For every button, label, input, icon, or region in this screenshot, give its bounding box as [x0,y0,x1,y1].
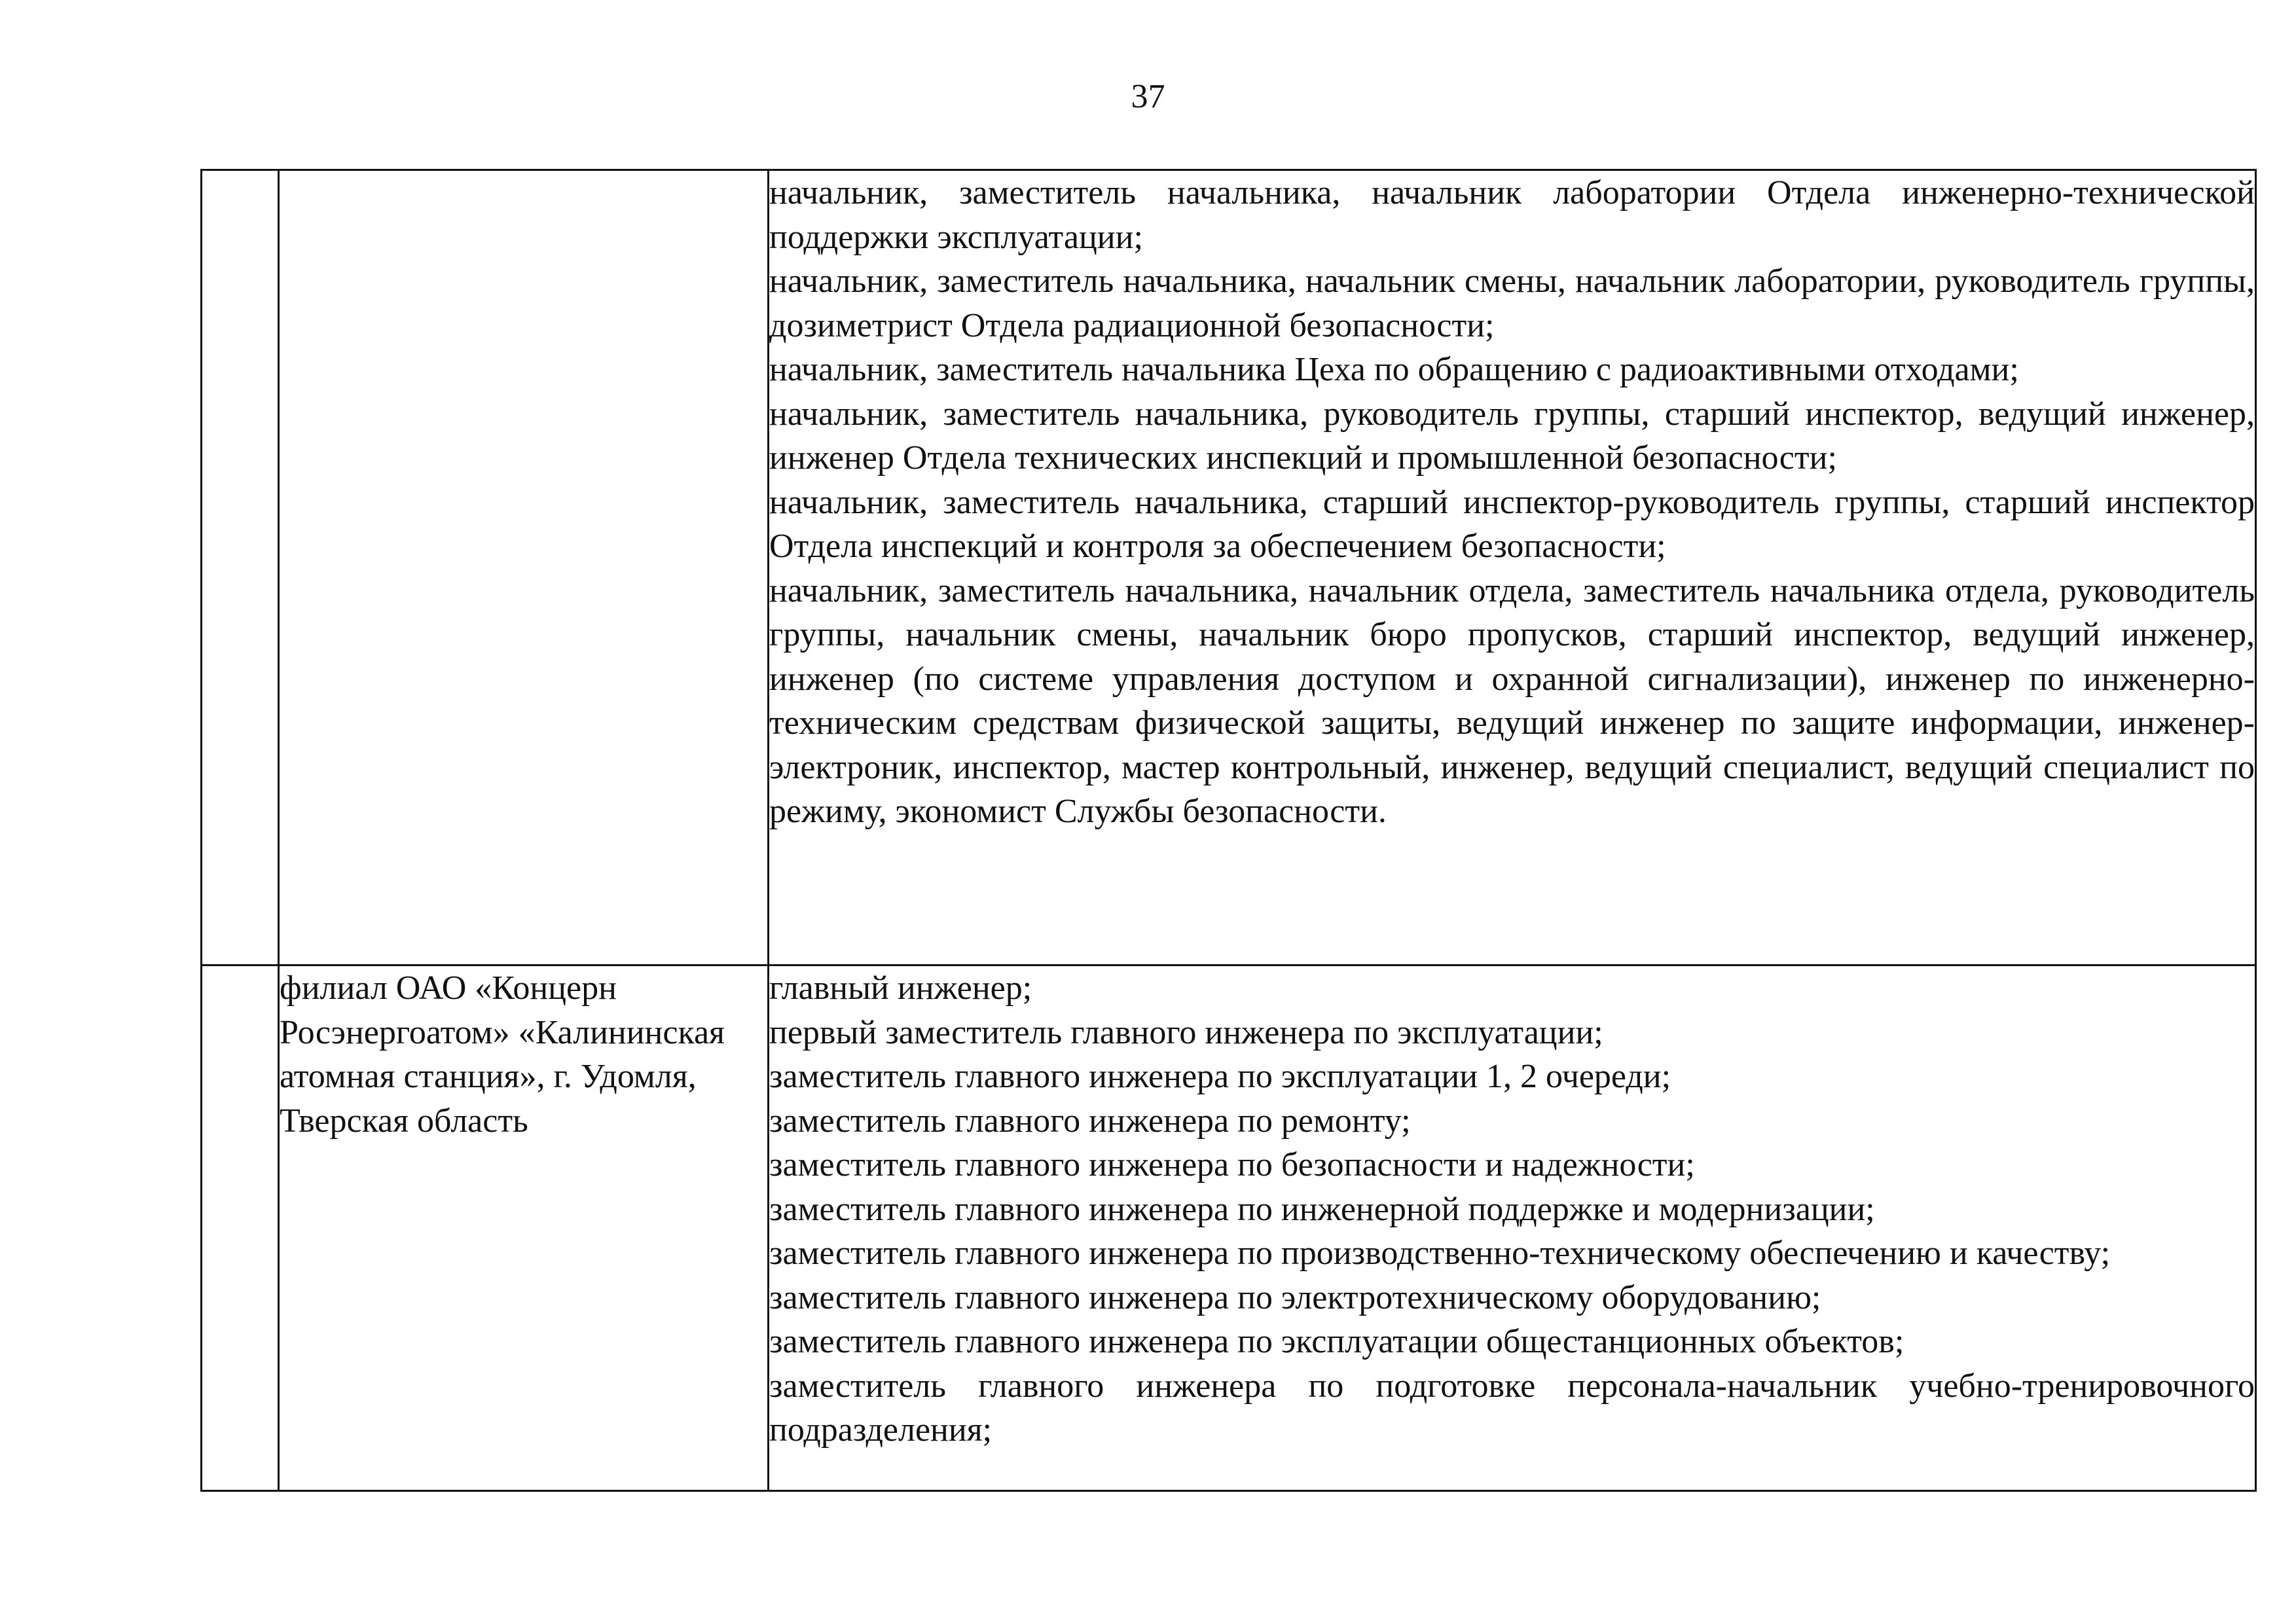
position-entry: заместитель главного инженера по инженерной поддержке и модернизации; [769,1190,1875,1228]
position-entry: заместитель главного инженера по эксплуатации общестанционных объектов; [769,1323,1904,1360]
positions-cell [769,965,2256,1491]
position-entry: заместитель главного инженера по ремонту; [769,1102,1411,1140]
position-entry: начальник, заместитель начальника, руководитель группы, старший инспектор, ведущий инженер, инженер Отдела технических инспекций и промышленной безопасности; [769,395,2255,477]
page-number: 37 [1131,78,1165,115]
position-entry: начальник, заместитель начальника, начальник смены, начальник лаборатории, руководитель группы, дозиметрист Отдела радиационной безопасности; [769,262,2255,344]
row-number-cell [202,965,279,1491]
position-entry: главный инженер; [769,969,1032,1007]
position-entry: начальник, заместитель начальника, начальник лаборатории Отдела инженерно-технической поддержки эксплуатации; [769,174,2255,256]
position-entry: начальник, заместитель начальника, старший инспектор-руководитель группы, старший инспектор Отдела инспекций и контроля за обеспечением безопасности; [769,483,2255,565]
position-entry: заместитель главного инженера по подготовке персонала-начальник учебно-тренировочного подразделения; [769,1367,2255,1449]
position-entry: начальник, заместитель начальника, начальник отдела, заместитель начальника отдела, руководитель группы, начальник смены, начальник бюро пропусков, старший инспектор, ведущий инженер, инженер (по системе управления доступом и охранной сигнализации), инженер по инженерно-техническим средствам физической защиты, ведущий инженер по защите информации, инженер-электроник, инспектор, мастер контрольный, инженер, ведущий специалист, ведущий специалист по режиму, экономист Службы безопасности. [769,571,2255,830]
table-row [202,965,2256,1491]
position-entry: заместитель главного инженера по безопасности и надежности; [769,1146,1695,1183]
position-entry: заместитель главного инженера по производственно-техническому обеспечению и качеству; [769,1235,2111,1272]
position-entry: заместитель главного инженера по электротехническому оборудованию; [769,1278,1821,1316]
position-entry: заместитель главного инженера по эксплуатации 1, 2 очереди; [769,1058,1671,1095]
positions-cell [769,170,2256,965]
organization-cell: филиал ОАО «Концерн Росэнергоатом» «Калининская атомная станция», г. Удомля, Тверская область [279,965,769,1491]
row-number-cell [202,170,279,965]
organization-cell [279,170,769,965]
position-entry: начальник, заместитель начальника Цеха по обращению с радиоактивными отходами; [769,351,2019,388]
table-row [202,170,2256,965]
positions-table [200,169,2257,1492]
position-entry: первый заместитель главного инженера по эксплуатации; [769,1013,1603,1051]
